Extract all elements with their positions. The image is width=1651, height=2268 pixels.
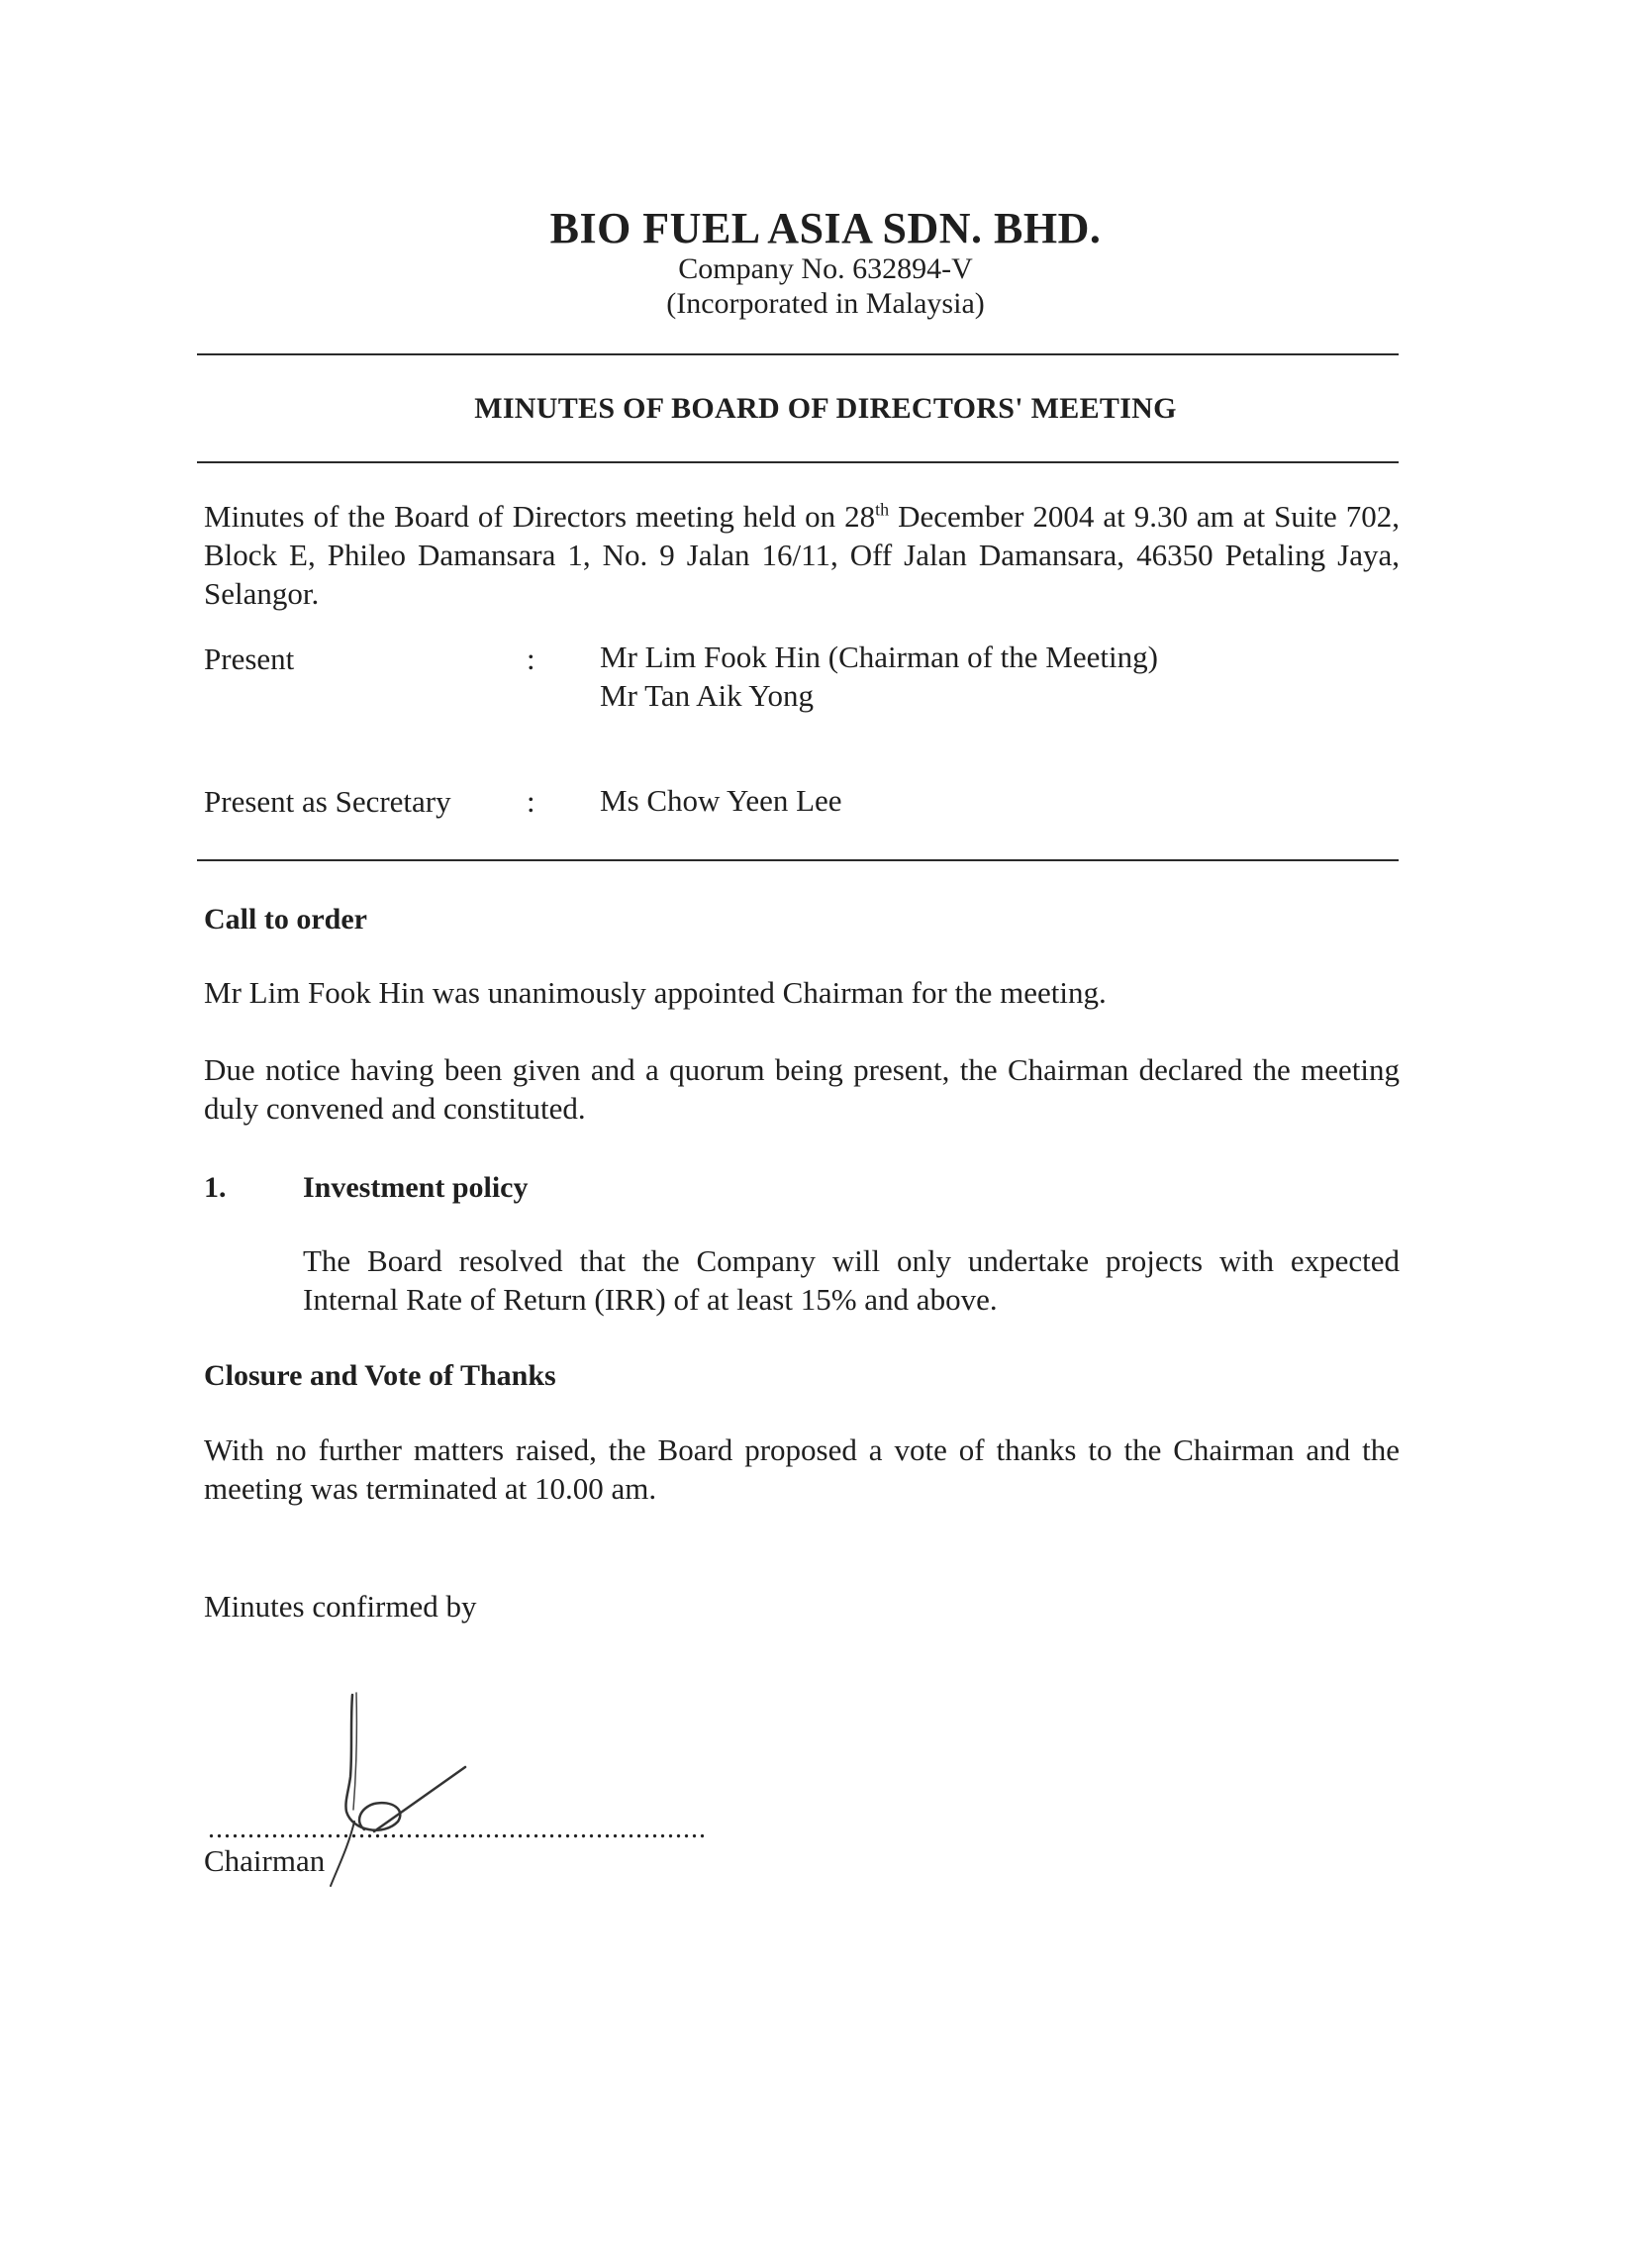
chairman-label: Chairman bbox=[204, 1843, 326, 1878]
closure-text: With no further matters raised, the Board proposed a vote of thanks to the Chairman and the meeting was terminated at 10.00 am. bbox=[204, 1432, 1400, 1506]
intro-text-start: Minutes of the Board of Directors meeting held on 28 bbox=[204, 499, 876, 534]
company-number: Company No. 632894-V bbox=[678, 252, 973, 285]
item-number: 1. bbox=[204, 1171, 227, 1204]
incorporation-note: (Incorporated in Malaysia) bbox=[666, 287, 985, 320]
item-text: The Board resolved that the Company will only undertake projects with expected Internal Rate of Return (IRR) of at least 15% and above. bbox=[303, 1243, 1400, 1317]
document-title: MINUTES OF BOARD OF DIRECTORS' MEETING bbox=[474, 392, 1177, 425]
present-name-2: Mr Tan Aik Yong bbox=[600, 678, 815, 713]
company-name: BIO FUEL ASIA SDN. BHD. bbox=[549, 204, 1102, 252]
present-name-1: Mr Lim Fook Hin (Chairman of the Meeting) bbox=[600, 640, 1158, 674]
secretary-label: Present as Secretary bbox=[204, 784, 451, 819]
present-names bbox=[600, 638, 1158, 715]
call-to-order-para-2: Due notice having been given and a quorum being present, the Chairman declared the meeting duly convened and constituted. bbox=[204, 1052, 1400, 1126]
divider-attendance bbox=[197, 859, 1399, 861]
call-to-order-heading: Call to order bbox=[204, 903, 367, 936]
call-to-order-para-1: Mr Lim Fook Hin was unanimously appointed Chairman for the meeting. bbox=[204, 975, 1107, 1010]
closure-heading: Closure and Vote of Thanks bbox=[204, 1359, 556, 1392]
intro-paragraph bbox=[204, 497, 1400, 613]
present-label: Present bbox=[204, 641, 295, 676]
present-colon: : bbox=[527, 641, 535, 676]
signature-line: ............................................................... bbox=[208, 1814, 707, 1844]
item-title: Investment policy bbox=[303, 1171, 529, 1204]
signature-mark bbox=[327, 1683, 495, 1891]
intro-text-end: December 2004 at 9.30 am at Suite 702, Block E, Phileo Damansara 1, No. 9 Jalan 16/11, Off Jalan Damansara, 46350 Petaling Jaya, Selangor. bbox=[204, 499, 1401, 611]
intro-superscript: th bbox=[875, 499, 890, 520]
secretary-colon: : bbox=[527, 784, 535, 819]
confirmed-by-label: Minutes confirmed by bbox=[204, 1589, 477, 1624]
secretary-name: Ms Chow Yeen Lee bbox=[600, 783, 842, 818]
divider-top bbox=[197, 353, 1399, 355]
divider-title bbox=[197, 461, 1399, 463]
